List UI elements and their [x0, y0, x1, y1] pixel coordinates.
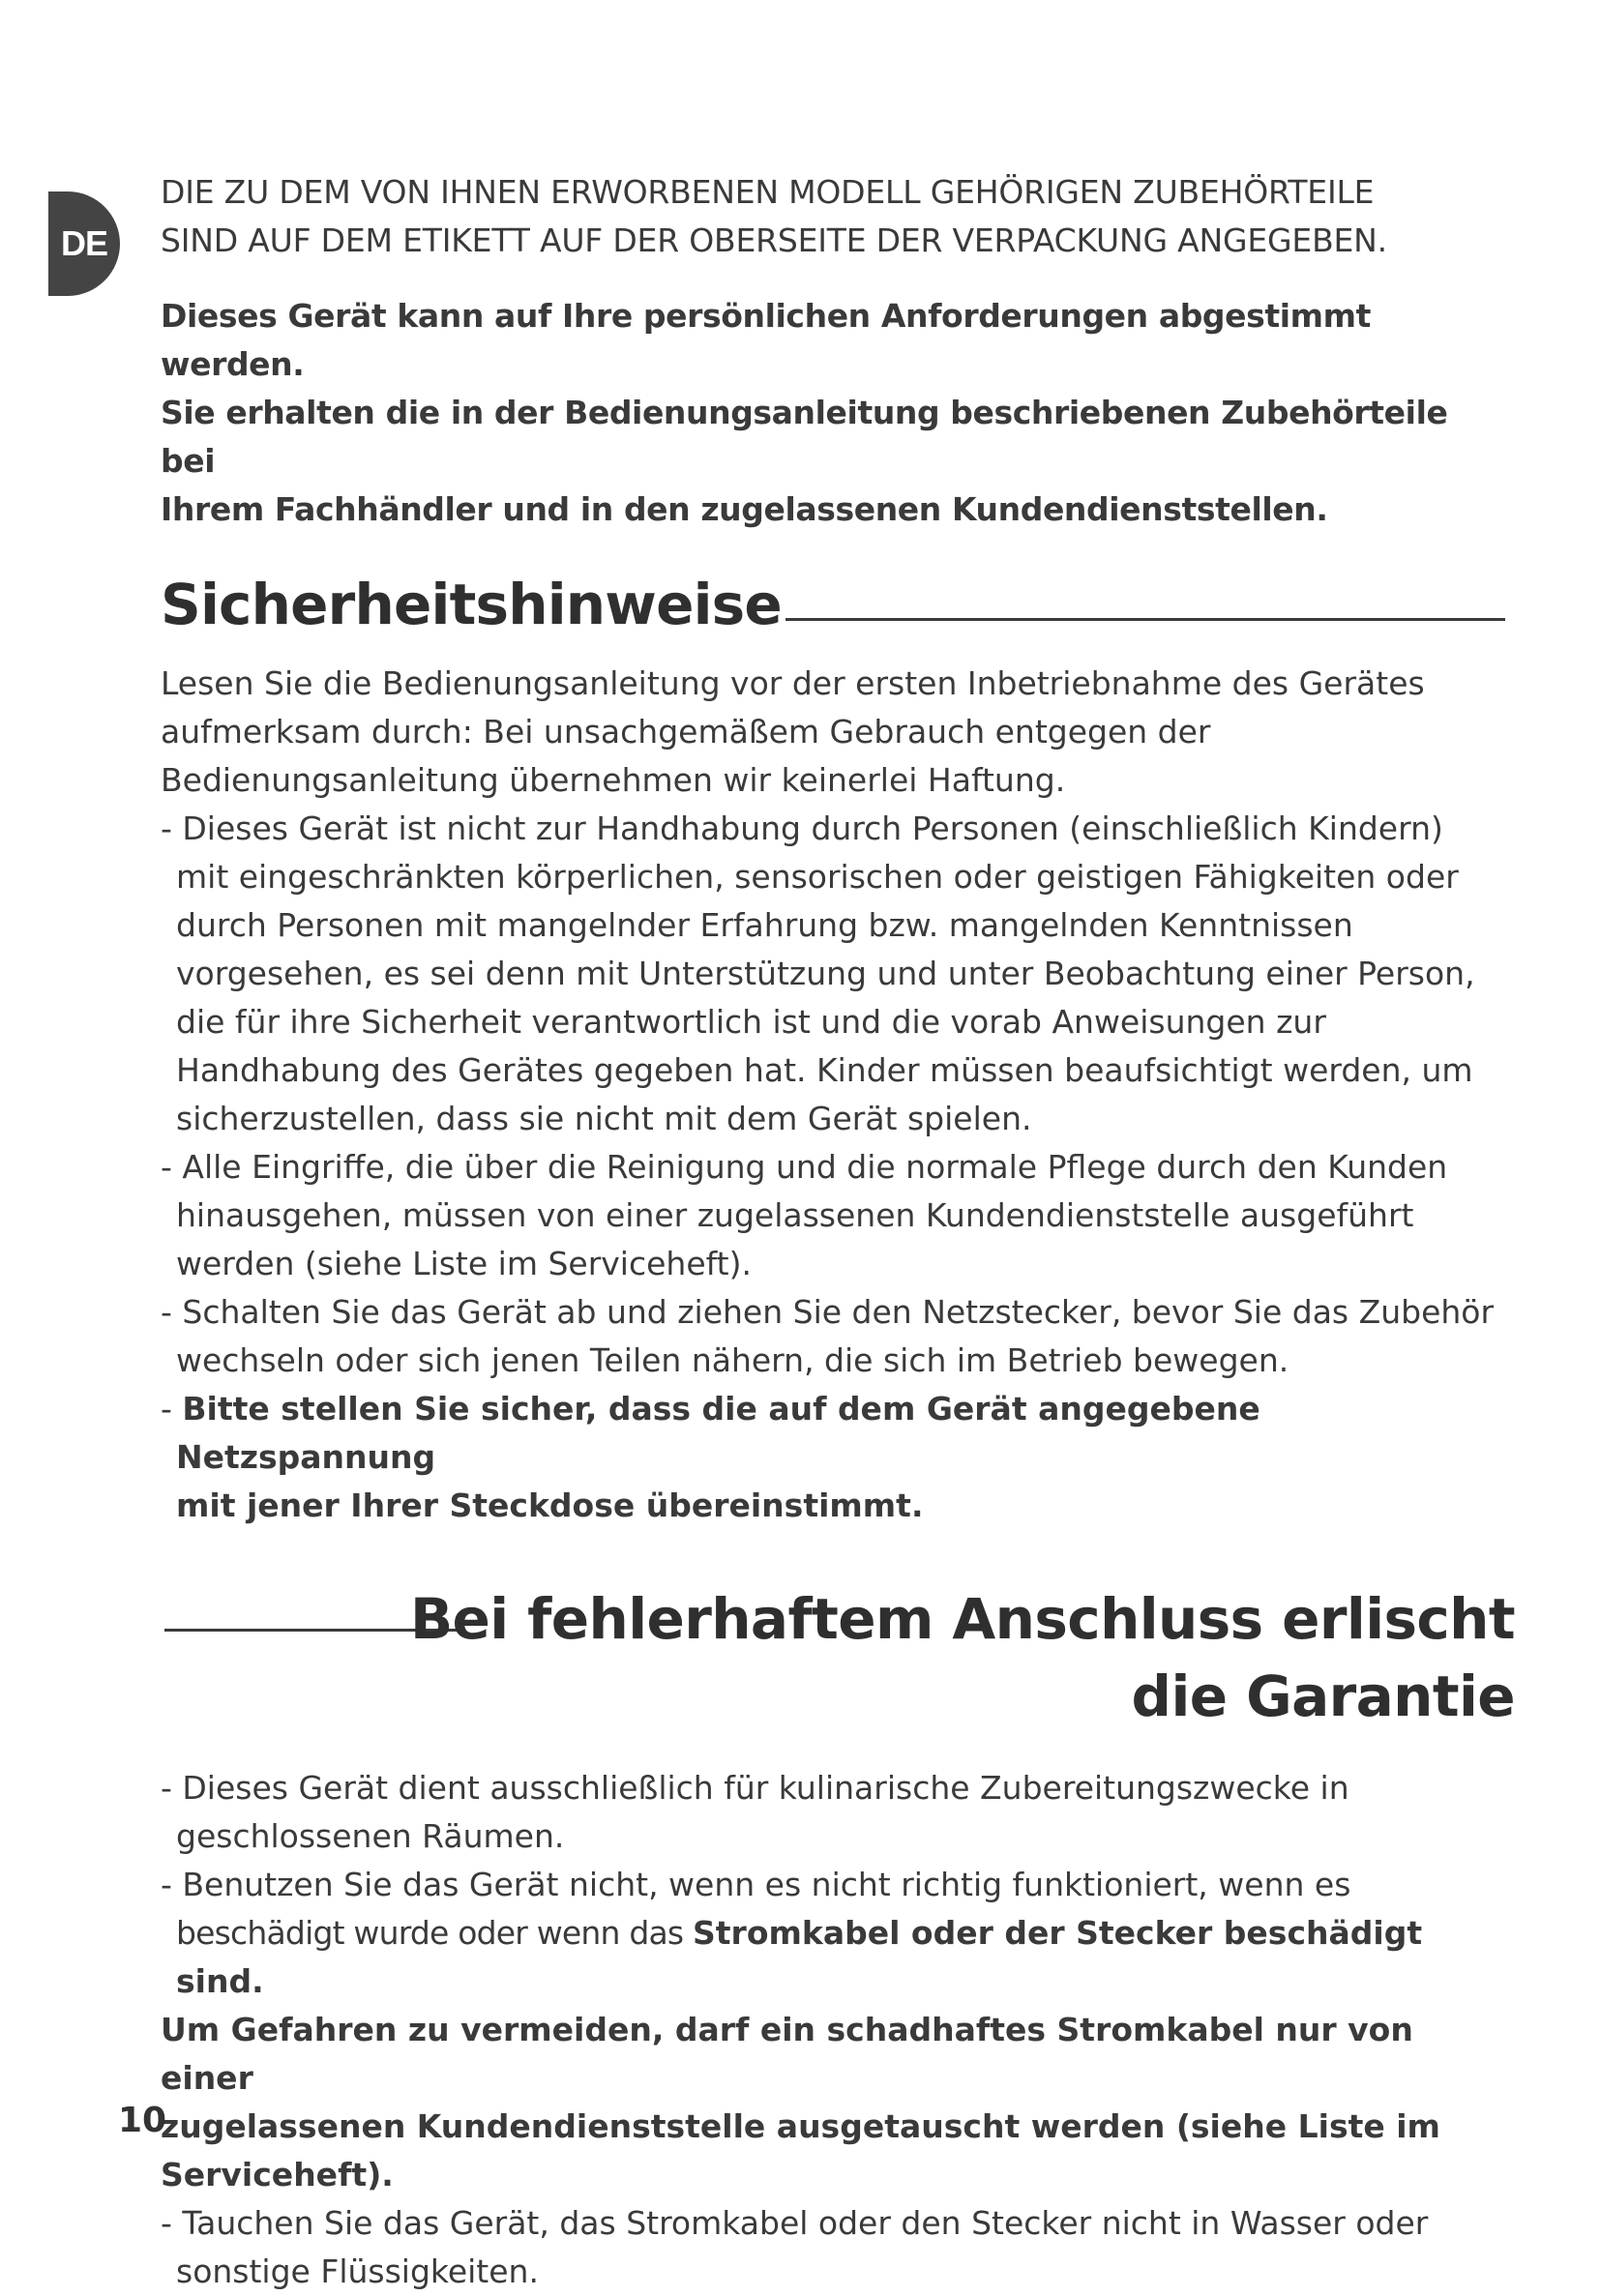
warranty-heading [410, 1580, 1515, 1735]
warranty-section [161, 1764, 1505, 2296]
text-line: wechseln oder sich jenen Teilen nähern, die sich im Betrieb bewegen. [176, 1341, 1289, 1379]
text-line: Serviceheft). [161, 2156, 394, 2193]
text-line: Um Gefahren zu vermeiden, darf ein schadhaftes Stromkabel nur von einer [161, 2011, 1413, 2097]
customization-note-line: Ihrem Fachhändler und in den zugelassenen Kundendienststellen. [161, 490, 1328, 528]
text-line: Handhabung des Gerätes gegeben hat. Kinder müssen beaufsichtigt werden, um [176, 1051, 1473, 1089]
warranty-heading-row [161, 1580, 1515, 1747]
language-tab: DE [48, 191, 120, 296]
text-line: sonstige Flüssigkeiten. [176, 2252, 539, 2290]
text-line: mit jener Ihrer Steckdose übereinstimmt. [176, 1487, 924, 1524]
safety-bullet-unplug [161, 1288, 1505, 1385]
text-line: die für ihre Sicherheit verantwortlich ist und die vorab Anweisungen zur [176, 1003, 1326, 1041]
customization-note-line: Dieses Gerät kann auf Ihre persönlichen Anforderungen abgestimmt werden. [161, 297, 1372, 383]
text-line: mit eingeschränkten körperlichen, sensorischen oder geistigen Fähigkeiten oder [176, 858, 1459, 896]
accessories-note-line: SIND AUF DEM ETIKETT AUF DER OBERSEITE DER VERPACKUNG ANGEGEBEN. [161, 221, 1387, 259]
safety-intro [161, 660, 1505, 805]
warranty-bullet-culinary [161, 1764, 1505, 1861]
heading-line: die Garantie [1131, 1663, 1515, 1729]
safety-heading: Sicherheitshinweise [161, 572, 782, 637]
customization-note-line: Sie erhalten die in der Bedienungsanleitung beschriebenen Zubehörteile bei [161, 394, 1448, 480]
text-line: beschädigt wurde oder wenn das [176, 1914, 694, 1952]
safety-bullet-service [161, 1143, 1505, 1288]
text-line: geschlossenen Räumen. [176, 1817, 565, 1855]
bold-text: Stromkabel oder der Stecker beschädigt sind. [176, 1914, 1423, 2000]
warranty-bullet-water [161, 2199, 1505, 2296]
safety-bullet-voltage [161, 1385, 1505, 1530]
customization-note [161, 292, 1505, 534]
text-line: werden (siehe Liste im Serviceheft). [176, 1245, 752, 1282]
safety-section [161, 660, 1505, 1530]
text-line: - Dieses Gerät ist nicht zur Handhabung durch Personen (einschließlich Kindern) [161, 809, 1443, 847]
page-number: 10 [118, 2101, 167, 2140]
text-line: Lesen Sie die Bedienungsanleitung vor der ersten Inbetriebnahme des Gerätes [161, 664, 1425, 702]
text-line: zugelassenen Kundendienststelle ausgetauscht werden (siehe Liste im [161, 2107, 1440, 2145]
warranty-cable-replacement [161, 2006, 1505, 2199]
text-line: - Benutzen Sie das Gerät nicht, wenn es nicht richtig funktioniert, wenn es [161, 1866, 1351, 1903]
accessories-note-line: DIE ZU DEM VON IHNEN ERWORBENEN MODELL GEHÖRIGEN ZUBEHÖRTEILE [161, 173, 1375, 211]
page-content [161, 168, 1515, 2296]
text-line: sicherzustellen, dass sie nicht mit dem Gerät spielen. [176, 1100, 1032, 1137]
safety-bullet-persons [161, 805, 1505, 1143]
text-line: hinausgehen, müssen von einer zugelassenen Kundendienststelle ausgeführt [176, 1196, 1414, 1234]
text-line: - Dieses Gerät dient ausschließlich für kulinarische Zubereitungszwecke in [161, 1769, 1349, 1807]
text-line: aufmerksam durch: Bei unsachgemäßem Gebrauch entgegen der [161, 713, 1211, 751]
text-line: - Schalten Sie das Gerät ab und ziehen Sie den Netzstecker, bevor Sie das Zubehör [161, 1293, 1495, 1331]
text-line: vorgesehen, es sei denn mit Unterstützung und unter Beobachtung einer Person, [176, 955, 1475, 992]
text-line: - Tauchen Sie das Gerät, das Stromkabel oder den Stecker nicht in Wasser oder [161, 2204, 1429, 2242]
safety-heading-row [161, 561, 1505, 638]
heading-rule [785, 618, 1505, 621]
bullet-dash: - [161, 1390, 183, 1428]
heading-line: Bei fehlerhaftem Anschluss erlischt [409, 1586, 1515, 1652]
text-line: Bitte stellen Sie sicher, dass die auf dem Gerät angegebene Netzspannung [176, 1390, 1260, 1476]
text-line: durch Personen mit mangelnder Erfahrung bzw. mangelnden Kenntnissen [176, 906, 1353, 944]
accessories-note [161, 168, 1505, 265]
warranty-bullet-damaged [161, 1861, 1505, 2006]
text-line: Bedienungsanleitung übernehmen wir keinerlei Haftung. [161, 761, 1066, 799]
text-line: - Alle Eingriffe, die über die Reinigung und die normale Pflege durch den Kunden [161, 1148, 1448, 1186]
